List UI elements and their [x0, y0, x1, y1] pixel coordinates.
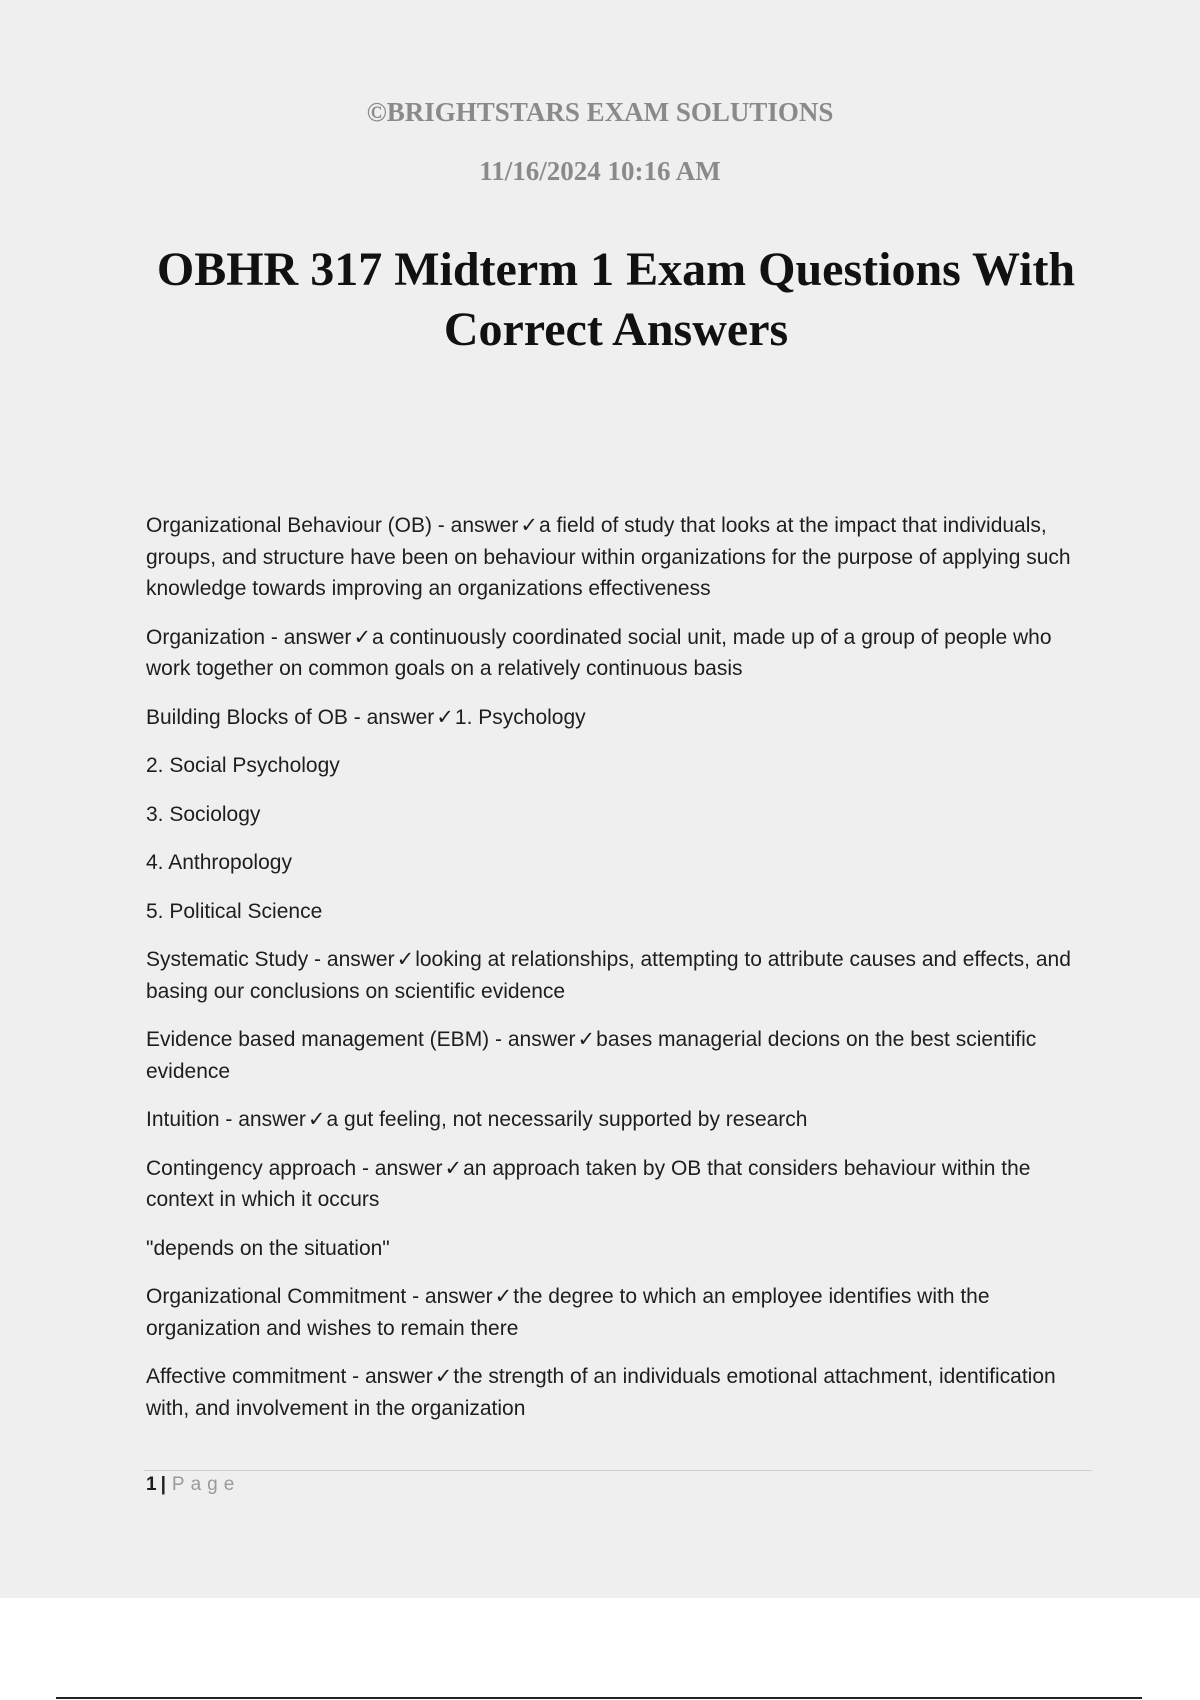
- qa-answer: 3. Sociology: [146, 802, 261, 826]
- qa-term: Organizational Behaviour (OB) - answer: [146, 514, 519, 537]
- qa-answer: the degree to which an employee identifies with the organization and wishes to remain there: [146, 1285, 990, 1340]
- qa-item: [146, 1153, 1086, 1216]
- qa-item: [146, 750, 1086, 782]
- page-separator: |: [160, 1474, 166, 1495]
- qa-answer: a field of study that looks at the impact that individuals, groups, and structure have been on behaviour within organizations for the purpose of applying such knowledge towards improving an organizations effectiveness: [146, 514, 1071, 600]
- qa-item: [146, 944, 1086, 1007]
- page-footer: [146, 1474, 240, 1496]
- footer-rule: [144, 1470, 1092, 1471]
- qa-term: Organization - answer: [146, 625, 352, 649]
- qa-item: [146, 622, 1086, 685]
- qa-item: [146, 1024, 1086, 1087]
- next-page-rule: [56, 1697, 1142, 1699]
- check-icon: ✓: [436, 704, 454, 729]
- qa-item: [146, 896, 1086, 928]
- qa-item: [146, 510, 1086, 605]
- qa-answer: bases managerial decions on the best scientific evidence: [146, 1028, 1037, 1083]
- qa-answer: "depends on the situation": [146, 1236, 390, 1260]
- qa-item: [146, 702, 1086, 734]
- page-number: 1: [146, 1474, 157, 1495]
- qa-answer: 2. Social Psychology: [146, 754, 340, 777]
- qa-answer: a continuously coordinated social unit, made up of a group of people who work together on common goals on a relatively continuous basis: [146, 625, 1052, 680]
- qa-item: [146, 1281, 1086, 1344]
- qa-list: [146, 510, 1086, 1441]
- check-icon: ✓: [444, 1155, 463, 1180]
- qa-term: Organizational Commitment - answer: [146, 1285, 493, 1308]
- check-icon: ✓: [494, 1284, 513, 1308]
- qa-term: Affective commitment - answer: [146, 1365, 433, 1388]
- check-icon: ✓: [307, 1107, 326, 1131]
- check-icon: ✓: [396, 947, 415, 971]
- qa-item: [146, 799, 1086, 831]
- qa-answer: looking at relationships, attempting to attribute causes and effects, and basing our conclusions on scientific evidence: [146, 948, 1071, 1003]
- qa-term: Intuition - answer: [146, 1108, 306, 1131]
- page-word: Page: [171, 1474, 241, 1495]
- check-icon: ✓: [353, 624, 372, 649]
- qa-item: [146, 1233, 1086, 1265]
- qa-item: [146, 1104, 1086, 1136]
- qa-term: Building Blocks of OB - answer: [146, 705, 435, 729]
- qa-term: Evidence based management (EBM) - answer: [146, 1028, 576, 1051]
- qa-term: Contingency approach - answer: [146, 1156, 443, 1180]
- qa-item: [146, 1361, 1086, 1424]
- qa-answer: the strength of an individuals emotional attachment, identification with, and involvement in the organization: [146, 1365, 1056, 1420]
- qa-item: [146, 847, 1086, 879]
- qa-answer: 4. Anthropology: [146, 851, 292, 874]
- qa-term: Systematic Study - answer: [146, 948, 395, 971]
- check-icon: ✓: [520, 513, 538, 537]
- qa-answer: an approach taken by OB that considers behaviour within the context in which it occurs: [146, 1156, 1031, 1211]
- header-company: ©BRIGHTSTARS EXAM SOLUTIONS: [366, 97, 834, 127]
- qa-answer: 1. Psychology: [454, 705, 586, 729]
- qa-answer: 5. Political Science: [146, 899, 323, 923]
- document-title: OBHR 317 Midterm 1 Exam Questions With Correct Answers: [156, 243, 1076, 356]
- header-datetime: 11/16/2024 10:16 AM: [479, 156, 721, 186]
- check-icon: ✓: [434, 1364, 453, 1388]
- qa-answer: a gut feeling, not necessarily supported by research: [326, 1108, 808, 1131]
- check-icon: ✓: [577, 1027, 596, 1051]
